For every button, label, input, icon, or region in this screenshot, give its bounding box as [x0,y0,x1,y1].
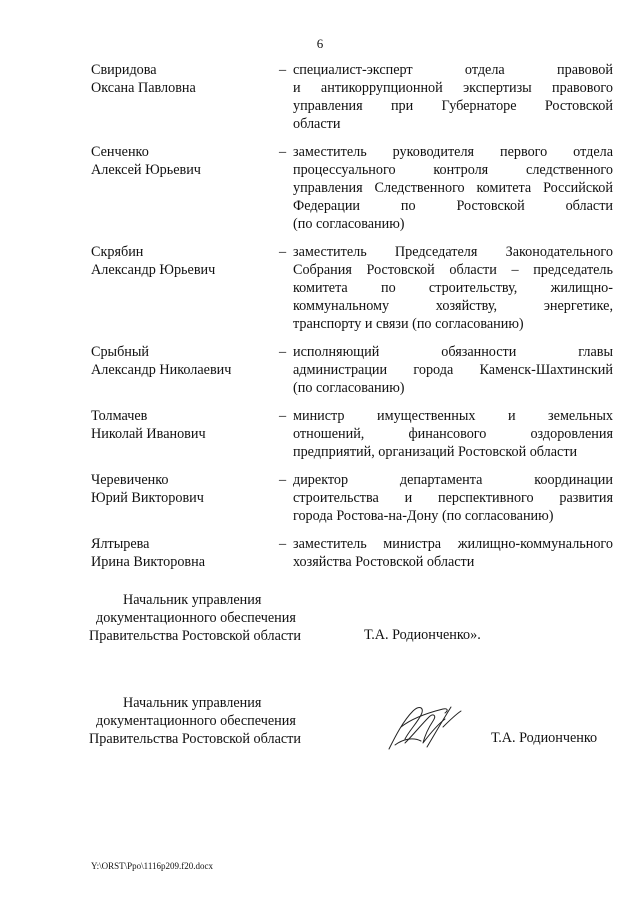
signatory-name-2: Т.А. Родионченко [491,730,598,746]
roster-entry [91,243,613,333]
member-surname: Скрябин [91,244,144,260]
member-surname: Толмачев [91,408,148,424]
role-line: коммунальному хозяйству, энергетике, [293,298,613,314]
role-line: управления при Губернаторе Ростовской [293,98,613,114]
member-name [91,243,279,333]
member-role [293,535,613,571]
role-line: администрации города Каменск-Шахтинский [293,362,613,378]
role-line: предприятий, организаций Ростовской области [293,444,578,460]
document-file-path: Y:\ORST\Ppo\1116p209.f20.docx [91,861,214,871]
member-role [293,343,613,397]
signatory-name-1: Т.А. Родионченко». [364,627,481,643]
role-line: специалист-эксперт отдела правовой [293,62,613,78]
member-name [91,343,279,397]
roster-entry [91,535,613,571]
roster-entry [91,343,613,397]
role-line: (по согласованию) [293,380,405,396]
signature-title-block-2 [89,694,301,748]
member-surname: Срыбный [91,344,150,360]
member-surname: Черевиченко [91,472,169,488]
role-line: (по согласованию) [293,216,405,232]
member-role [293,143,613,233]
member-given-names: Николай Иванович [91,426,206,442]
role-line: Собрания Ростовской области – председатель [293,262,613,278]
signatory-title-line: документационного обеспечения [96,610,296,626]
role-line: и антикоррупционной экспертизы правового [293,80,613,96]
signatory-title-line: Начальник управления [123,592,262,608]
dash-separator: – [279,244,287,260]
member-given-names: Александр Юрьевич [91,262,216,278]
member-name [91,471,279,525]
member-given-names: Юрий Викторович [91,490,204,506]
signatory-title-line: Начальник управления [123,695,262,711]
member-surname: Ялтырева [91,536,150,552]
member-name [91,535,279,571]
signatory-title-line: документационного обеспечения [96,713,296,729]
role-line: министр имущественных и земельных [293,408,613,424]
role-line: транспорту и связи (по согласованию) [293,316,524,332]
role-line: отношений, финансового оздоровления [293,426,613,442]
role-line: хозяйства Ростовской области [293,554,475,570]
role-line: города Ростова-на-Дону (по согласованию) [293,508,554,524]
member-given-names: Александр Николаевич [91,362,232,378]
member-name [91,143,279,233]
member-given-names: Алексей Юрьевич [91,162,201,178]
member-roster [91,61,613,581]
signature-title-block-1 [89,591,301,645]
roster-entry [91,407,613,461]
role-line: исполняющий обязанности главы [293,344,613,360]
member-role [293,407,613,461]
roster-entry [91,471,613,525]
member-role [293,61,613,133]
member-surname: Сенченко [91,144,149,160]
member-name [91,407,279,461]
member-role [293,471,613,525]
member-surname: Свиридова [91,62,157,78]
dash-separator: – [279,408,287,424]
role-line: управления Следственного комитета Российской [293,180,613,196]
roster-entry [91,143,613,233]
roster-entry [91,61,613,133]
role-line: заместитель руководителя первого отдела [293,144,613,160]
role-line: директор департамента координации [293,472,613,488]
dash-separator: – [279,62,287,78]
role-line: строительства и перспективного развития [293,490,613,506]
handwritten-signature [383,697,465,759]
role-line: заместитель Председателя Законодательного [293,244,613,260]
member-given-names: Ирина Викторовна [91,554,206,570]
dash-separator: – [279,536,287,552]
dash-separator: – [279,472,287,488]
page-number: 6 [316,36,324,51]
signatory-title-line: Правительства Ростовской области [89,731,301,747]
role-line: заместитель министра жилищно-коммунального [293,536,613,552]
member-name [91,61,279,133]
role-line: комитета по строительству, жилищно- [293,280,613,296]
dash-separator: – [279,144,287,160]
dash-separator: – [279,344,287,360]
signatory-title-line: Правительства Ростовской области [89,628,301,644]
member-given-names: Оксана Павловна [91,80,196,96]
member-role [293,243,613,333]
role-line: Федерации по Ростовской области [293,198,613,214]
role-line: области [293,116,341,132]
role-line: процессуального контроля следственного [293,162,613,178]
